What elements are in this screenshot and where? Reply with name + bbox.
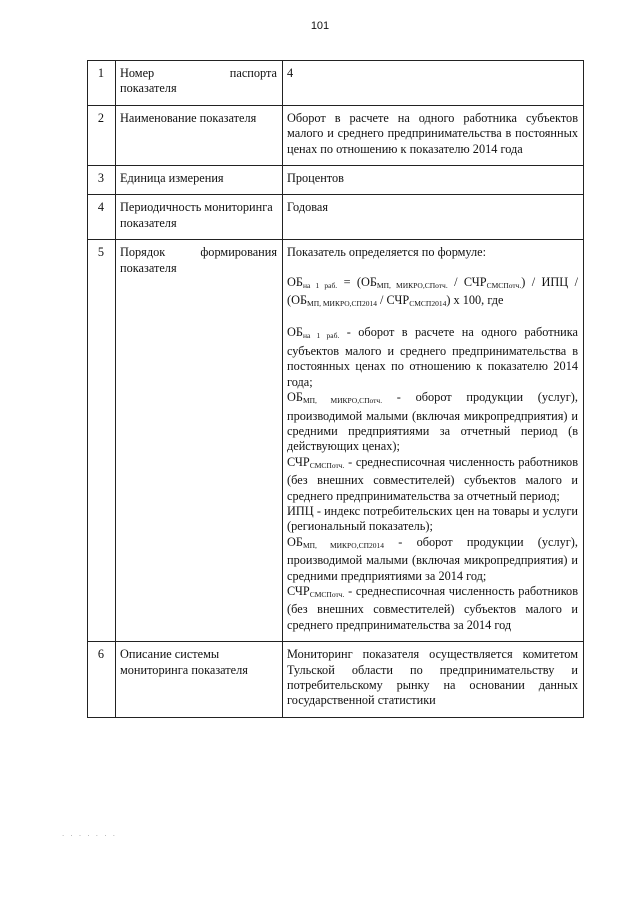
table-row bbox=[88, 105, 584, 165]
definition-text: - оборот в расчете на одного работника субъектов малого и среднего предпринимательства в постоянных ценах по отношению к показателю 2014 года; bbox=[287, 325, 578, 389]
formula bbox=[287, 275, 578, 312]
formula-part: / СЧР bbox=[447, 274, 487, 289]
definition-symbol: ОБ bbox=[287, 325, 303, 340]
definition-symbol: СЧР bbox=[287, 454, 310, 469]
definition-symbol: СЧР bbox=[287, 583, 310, 598]
definition-item bbox=[287, 535, 578, 584]
row-label: Единица измерения bbox=[116, 166, 283, 195]
definition-symbol: ОБ bbox=[287, 390, 303, 405]
definition-item bbox=[287, 455, 578, 504]
formula-part: / СЧР bbox=[376, 293, 410, 308]
row-label-line: Порядок формирования bbox=[120, 245, 277, 260]
definition-subscript: СМСПотч. bbox=[309, 460, 345, 470]
definition-subscript: СМСПотч. bbox=[309, 589, 345, 599]
definition-item bbox=[287, 584, 578, 633]
row-number: 4 bbox=[88, 195, 116, 240]
definition-text: - индекс потребительских цен на товары и услуги (региональный показатель); bbox=[287, 503, 578, 534]
row-label: Описание системы мониторинга показателя bbox=[116, 642, 283, 718]
row-label: Периодичность мониторинга показателя bbox=[116, 195, 283, 240]
scan-noise: . . . . . . . bbox=[62, 830, 117, 838]
indicator-passport-table bbox=[87, 60, 584, 718]
formula-subscript: МП, МИКРО,СП2014 bbox=[307, 299, 377, 309]
formula-subscript: МП, МИКРО,СПотч. bbox=[376, 280, 448, 290]
row-number: 1 bbox=[88, 61, 116, 106]
row-number: 2 bbox=[88, 105, 116, 165]
definition-text: - среднесписочная численность работников (без внешних совместителей) субъектов малого и среднего предпринимательства за отчетный период; bbox=[287, 454, 578, 503]
row-label bbox=[116, 240, 283, 642]
formula-part: ) / ИПЦ / (ОБ bbox=[287, 274, 578, 308]
row-value: Годовая bbox=[283, 195, 584, 240]
formula-subscript: СМСПотч. bbox=[486, 280, 522, 290]
row-value: 4 bbox=[283, 61, 584, 106]
definition-subscript: МП, МИКРО,СП2014 bbox=[302, 540, 385, 550]
table-row bbox=[88, 642, 584, 718]
formula-cell bbox=[283, 240, 584, 642]
formula-part: ) х 100, где bbox=[446, 293, 504, 308]
row-label-line: Номер паспорта bbox=[120, 66, 277, 80]
row-number: 3 bbox=[88, 166, 116, 195]
row-number: 6 bbox=[88, 642, 116, 718]
row-label: Наименование показателя bbox=[116, 105, 283, 165]
row-value: Процентов bbox=[283, 166, 584, 195]
definition-text: - оборот продукции (услуг), производимой малыми (включая микропредприятия) и средними предприятиями за отчетный период (в действующих ценах); bbox=[287, 390, 578, 454]
definition-subscript: МП, МИКРО,СПотч. bbox=[302, 396, 383, 406]
table-row bbox=[88, 61, 584, 106]
row-label-line: показателя bbox=[120, 260, 177, 275]
table-row bbox=[88, 240, 584, 642]
table-row bbox=[88, 195, 584, 240]
formula-subscript: СМСП2014 bbox=[409, 299, 447, 309]
formula-part: = (ОБ bbox=[337, 274, 377, 289]
definition-symbol: ИПЦ bbox=[287, 503, 314, 518]
formula-intro: Показатель определяется по формуле: bbox=[287, 245, 487, 260]
formula-part: ОБ bbox=[287, 274, 303, 289]
definition-item bbox=[287, 504, 578, 535]
formula-subscript: на 1 раб. bbox=[302, 280, 338, 290]
row-label-line: показателя bbox=[120, 81, 177, 96]
row-value: Мониторинг показателя осуществляется комитетом Тульской области по предпринимательству и потребительскому рынку на основании данных государственной статистики bbox=[283, 642, 584, 718]
row-number: 5 bbox=[88, 240, 116, 642]
row-value: Оборот в расчете на одного работника субъектов малого и среднего предпринимательства в постоянных ценах по отношению к показателю 2014 года bbox=[283, 105, 584, 165]
definition-item bbox=[287, 325, 578, 390]
page-number: 101 bbox=[310, 20, 330, 32]
row-label bbox=[116, 61, 283, 106]
definition-text: - среднесписочная численность работников (без внешних совместителей) субъектов малого и среднего предпринимательства за 2014 год bbox=[287, 583, 578, 632]
definition-subscript: на 1 раб. bbox=[302, 331, 340, 341]
definition-symbol: ОБ bbox=[287, 534, 303, 549]
table-row bbox=[88, 166, 584, 195]
definition-item bbox=[287, 390, 578, 455]
definition-text: - оборот продукции (услуг), производимой малыми (включая микропредприятия) и средними предприятиями за 2014 год; bbox=[287, 534, 578, 583]
